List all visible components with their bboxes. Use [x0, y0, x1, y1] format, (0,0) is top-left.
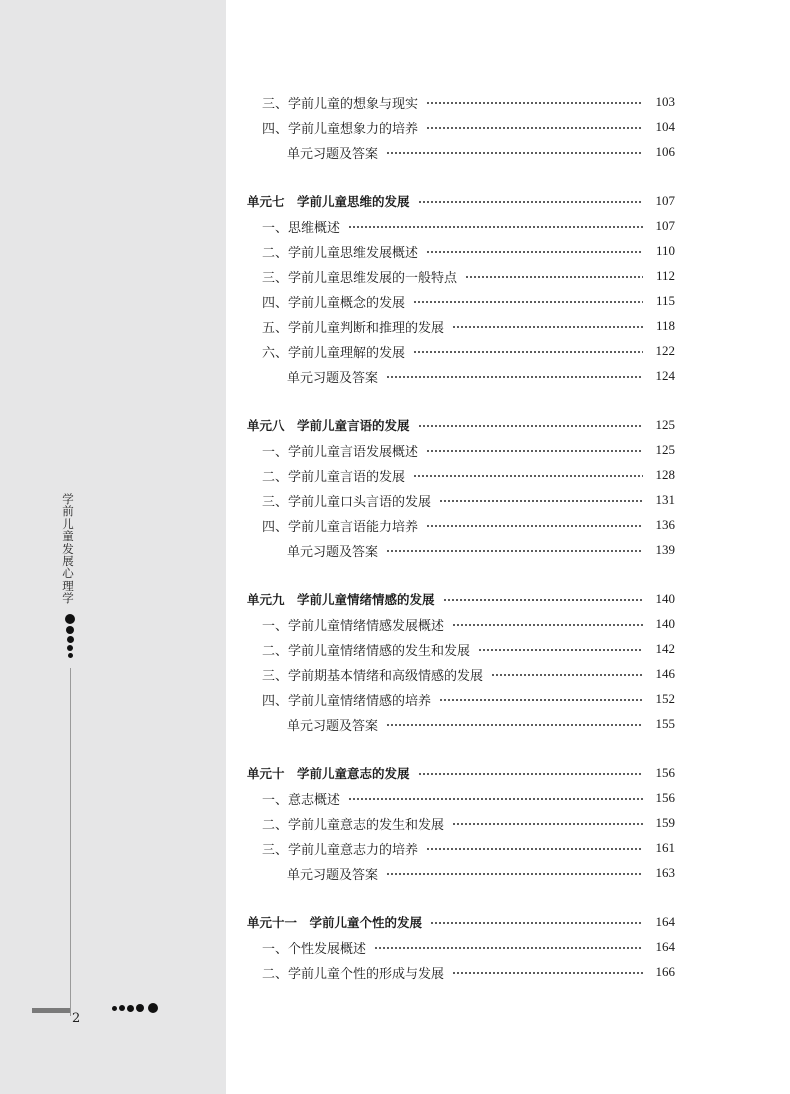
toc-entry-page: 106 — [655, 144, 675, 159]
dot-leader — [374, 947, 643, 949]
toc-entry-page: 156 — [655, 765, 675, 780]
dot-leader — [439, 699, 643, 701]
book-title-vertical: 学前儿童发展心理学 — [62, 492, 74, 606]
toc-entry-title: 单元九 学前儿童情绪情感的发展 — [247, 592, 435, 607]
toc-entry-title: 四、学前儿童言语能力培养 — [262, 519, 419, 535]
toc-entry-title: 单元习题及答案 — [287, 146, 379, 162]
toc-entry-title: 一、学前儿童情绪情感发展概述 — [262, 618, 445, 634]
toc-section-entry — [262, 266, 675, 286]
toc-entry-page: 140 — [655, 591, 675, 606]
toc-entry-page: 164 — [655, 914, 675, 929]
dot-leader — [478, 649, 643, 651]
dot-leader — [426, 848, 643, 850]
toc-entry-title: 一、学前儿童言语发展概述 — [262, 444, 419, 460]
toc-exercise-entry — [287, 540, 675, 560]
toc-entry-title: 单元习题及答案 — [287, 544, 379, 560]
toc-entry-title: 三、学前儿童思维发展的一般特点 — [262, 270, 458, 286]
toc-entry-title: 三、学前期基本情绪和高级情感的发展 — [262, 668, 484, 684]
toc-entry-page: 107 — [655, 193, 675, 208]
toc-unit-entry — [247, 589, 675, 609]
toc-entry-page: 166 — [655, 964, 675, 979]
toc-entry-title: 单元习题及答案 — [287, 867, 379, 883]
toc-section-entry — [262, 962, 675, 982]
toc-section-entry — [262, 291, 675, 311]
toc-exercise-entry — [287, 366, 675, 386]
toc-section-entry — [262, 341, 675, 361]
toc-entry-page: 146 — [655, 666, 675, 681]
dot-leader — [386, 873, 643, 875]
toc-entry-page: 163 — [655, 865, 675, 880]
dot-leader — [348, 798, 643, 800]
toc-entry-page: 103 — [655, 94, 675, 109]
toc-section-entry — [262, 117, 675, 137]
dot-leader — [413, 351, 643, 353]
toc-entry-title: 单元七 学前儿童思维的发展 — [247, 194, 410, 209]
dot-leader — [386, 550, 643, 552]
toc-entry-title: 单元习题及答案 — [287, 718, 379, 734]
dot-leader — [386, 724, 643, 726]
toc-exercise-entry — [287, 142, 675, 162]
toc-entry-title: 一、意志概述 — [262, 792, 341, 808]
toc-entry-page: 125 — [655, 417, 675, 432]
dot-leader — [386, 152, 643, 154]
toc-entry-page: 136 — [655, 517, 675, 532]
toc-entry-page: 124 — [655, 368, 675, 383]
dot-leader — [418, 425, 643, 427]
dot-leader — [426, 127, 643, 129]
toc-entry-title: 三、学前儿童意志力的培养 — [262, 842, 419, 858]
dot-leader — [452, 326, 643, 328]
toc-unit-entry — [247, 191, 675, 211]
toc-section-entry — [262, 689, 675, 709]
toc-entry-title: 单元十一 学前儿童个性的发展 — [247, 915, 423, 930]
toc-section-entry — [262, 614, 675, 634]
dot-leader — [426, 251, 643, 253]
dot-leader — [426, 450, 643, 452]
dot-leader — [413, 301, 643, 303]
toc-entry-page: 122 — [655, 343, 675, 358]
toc-section-entry — [262, 838, 675, 858]
toc-section-entry — [262, 92, 675, 112]
toc-section-entry — [262, 639, 675, 659]
sidebar-panel — [0, 0, 226, 1094]
dot-leader — [452, 624, 643, 626]
toc-entry-title: 二、学前儿童情绪情感的发生和发展 — [262, 643, 471, 659]
toc-entry-page: 131 — [655, 492, 675, 507]
toc-entry-title: 一、个性发展概述 — [262, 941, 367, 957]
toc-entry-page: 110 — [655, 243, 675, 258]
dot-leader — [413, 475, 643, 477]
dot-leader — [439, 500, 643, 502]
toc-entry-page: 164 — [655, 939, 675, 954]
dot-leader — [418, 201, 643, 203]
dot-leader — [443, 599, 643, 601]
toc-section-entry — [262, 515, 675, 535]
toc-entry-page: 128 — [655, 467, 675, 482]
footer-bar — [32, 1008, 70, 1013]
toc-entry-title: 一、思维概述 — [262, 220, 341, 236]
toc-entry-page: 140 — [655, 616, 675, 631]
horizontal-dots-decoration — [112, 1002, 160, 1014]
dot-leader — [452, 823, 643, 825]
toc-entry-title: 三、学前儿童口头言语的发展 — [262, 494, 432, 510]
dot-leader — [386, 376, 643, 378]
toc-entry-title: 六、学前儿童理解的发展 — [262, 345, 406, 361]
dot-leader — [430, 922, 643, 924]
dot-leader — [452, 972, 643, 974]
toc-section-entry — [262, 937, 675, 957]
toc-entry-page: 152 — [655, 691, 675, 706]
dot-leader — [348, 226, 643, 228]
toc-unit-entry — [247, 415, 675, 435]
toc-entry-title: 二、学前儿童个性的形成与发展 — [262, 966, 445, 982]
sidebar-vertical-rule — [70, 668, 71, 1016]
toc-entry-title: 二、学前儿童言语的发展 — [262, 469, 406, 485]
toc-entry-page: 125 — [655, 442, 675, 457]
toc-unit-entry — [247, 763, 675, 783]
toc-section-entry — [262, 813, 675, 833]
toc-entry-title: 单元八 学前儿童言语的发展 — [247, 418, 410, 433]
toc-entry-title: 单元十 学前儿童意志的发展 — [247, 766, 410, 781]
toc-entry-page: 159 — [655, 815, 675, 830]
toc-entry-title: 二、学前儿童意志的发生和发展 — [262, 817, 445, 833]
toc-exercise-entry — [287, 714, 675, 734]
toc-entry-page: 104 — [655, 119, 675, 134]
dot-leader — [418, 773, 643, 775]
toc-entry-page: 142 — [655, 641, 675, 656]
toc-section-entry — [262, 788, 675, 808]
toc-entry-page: 139 — [655, 542, 675, 557]
toc-entry-title: 四、学前儿童情绪情感的培养 — [262, 693, 432, 709]
toc-section-entry — [262, 216, 675, 236]
toc-entry-title: 五、学前儿童判断和推理的发展 — [262, 320, 445, 336]
toc-entry-title: 四、学前儿童想象力的培养 — [262, 121, 419, 137]
toc-entry-page: 155 — [655, 716, 675, 731]
toc-section-entry — [262, 664, 675, 684]
toc-section-entry — [262, 241, 675, 261]
dot-leader — [491, 674, 643, 676]
toc-entry-title: 二、学前儿童思维发展概述 — [262, 245, 419, 261]
toc-entry-title: 四、学前儿童概念的发展 — [262, 295, 406, 311]
toc-section-entry — [262, 490, 675, 510]
toc-entry-page: 115 — [655, 293, 675, 308]
toc-exercise-entry — [287, 863, 675, 883]
dot-leader — [426, 525, 643, 527]
toc-entry-page: 156 — [655, 790, 675, 805]
toc-entry-page: 107 — [655, 218, 675, 233]
toc-section-entry — [262, 440, 675, 460]
toc-section-entry — [262, 465, 675, 485]
toc-entry-page: 112 — [655, 268, 675, 283]
dot-leader — [426, 102, 643, 104]
toc-entry-title: 三、学前儿童的想象与现实 — [262, 96, 419, 112]
dot-leader — [465, 276, 643, 278]
toc-entry-title: 单元习题及答案 — [287, 370, 379, 386]
page-number: 2 — [72, 1011, 81, 1026]
vertical-dots-decoration — [64, 614, 76, 660]
toc-unit-entry — [247, 912, 675, 932]
toc-section-entry — [262, 316, 675, 336]
toc-entry-page: 118 — [655, 318, 675, 333]
toc-entry-page: 161 — [655, 840, 675, 855]
